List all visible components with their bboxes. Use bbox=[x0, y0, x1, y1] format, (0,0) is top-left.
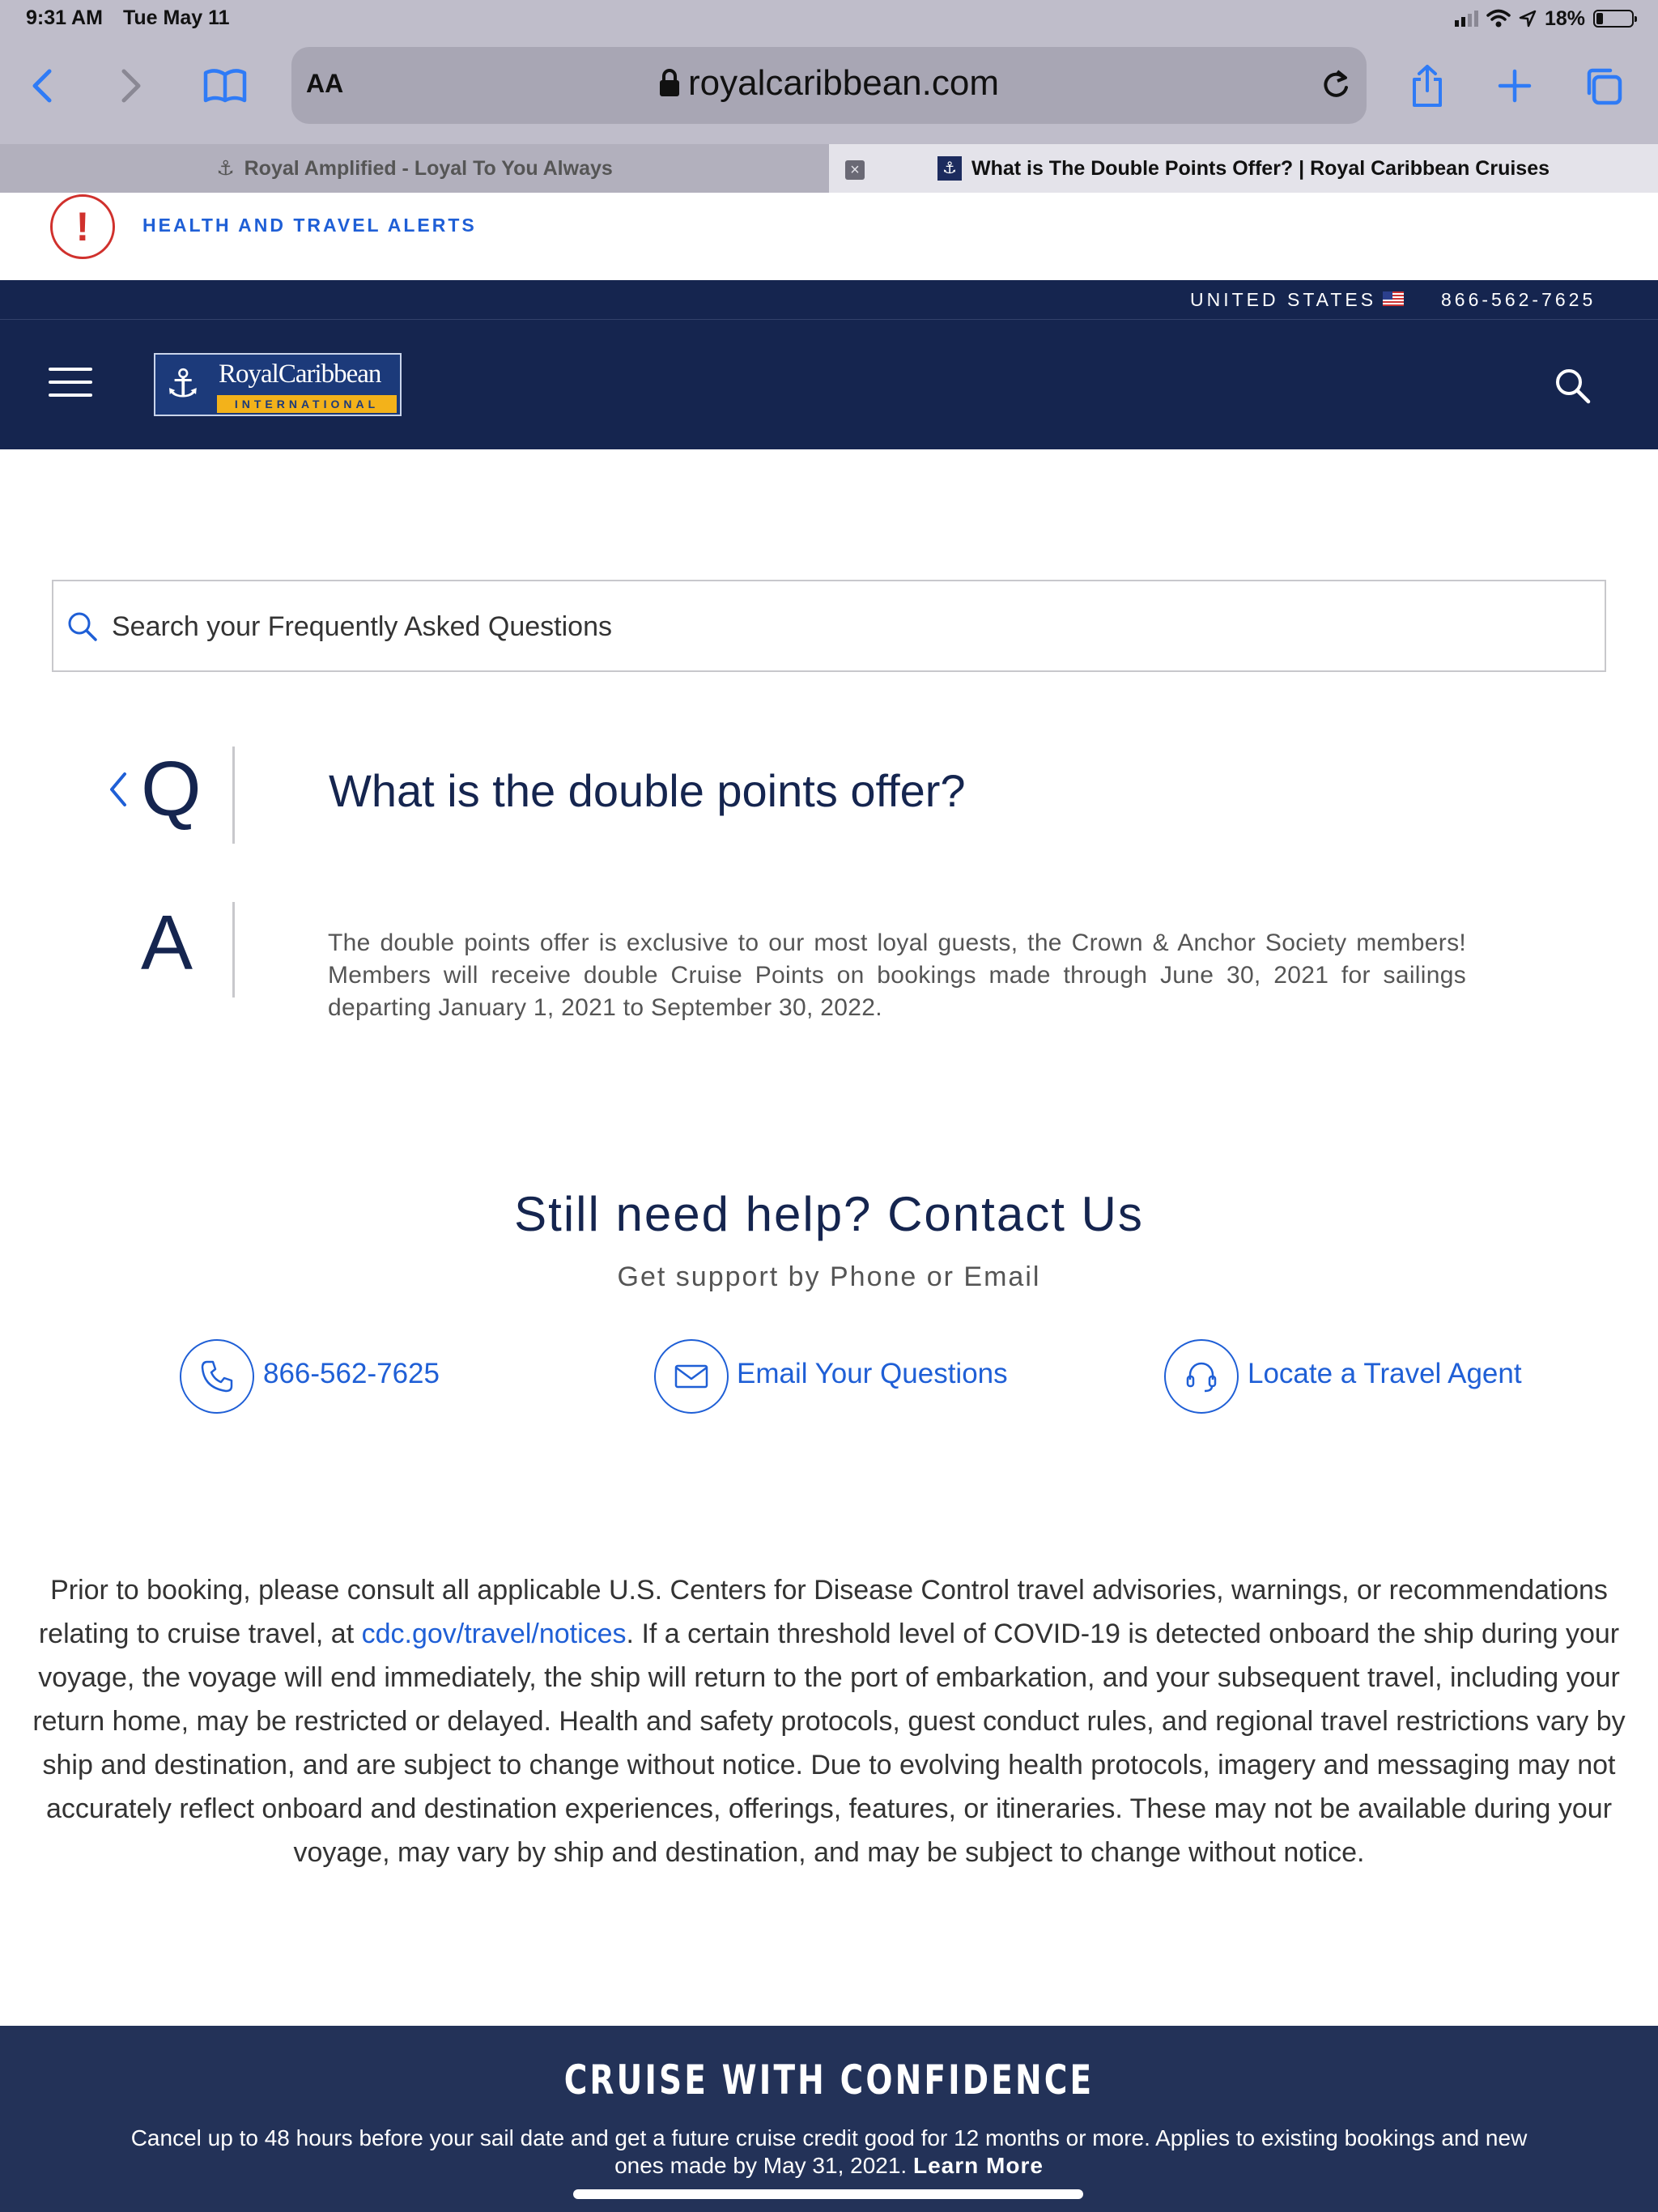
wifi-icon bbox=[1486, 9, 1511, 28]
utility-phone[interactable]: 866-562-7625 bbox=[1441, 289, 1596, 310]
phone-link[interactable]: 866-562-7625 bbox=[263, 1358, 440, 1389]
faq-answer: The double points offer is exclusive to our most loyal guests, the Crown & Anchor Society members! Members will receive double Cruise Points on bookings made through June 30, 2021 for sailings departing January 1, 2021 to September 30, 2022. bbox=[328, 929, 1466, 1021]
text-size-button[interactable]: AA bbox=[306, 69, 344, 98]
faq-search-box[interactable] bbox=[52, 580, 1606, 672]
home-indicator[interactable] bbox=[573, 2189, 1083, 2199]
travel-agent-button[interactable] bbox=[1164, 1339, 1239, 1414]
travel-agent-link[interactable]: Locate a Travel Agent bbox=[1248, 1358, 1522, 1389]
location-arrow-icon bbox=[1519, 10, 1537, 28]
royal-caribbean-logo[interactable] bbox=[154, 353, 402, 416]
disclaimer-text: Prior to booking, please consult all applicable U.S. Centers for Disease Control travel advisories, warnings, or recommendations relating to cruise travel, at bbox=[38, 1575, 1608, 1649]
menu-button[interactable] bbox=[49, 368, 92, 397]
tabs-icon bbox=[1583, 66, 1623, 106]
book-icon bbox=[202, 68, 248, 104]
phone-button[interactable] bbox=[180, 1339, 254, 1414]
site-search-button[interactable] bbox=[1553, 366, 1593, 406]
email-link[interactable]: Email Your Questions bbox=[737, 1358, 1008, 1389]
utility-bar bbox=[0, 280, 1658, 320]
search-icon bbox=[65, 609, 100, 644]
cdc-notices-link[interactable]: cdc.gov/travel/notices bbox=[361, 1619, 627, 1649]
crown-anchor-icon: ⚓ bbox=[165, 363, 201, 406]
logo-subtitle: INTERNATIONAL bbox=[217, 395, 397, 413]
chevron-left-icon bbox=[105, 769, 130, 810]
tab-double-points[interactable] bbox=[829, 144, 1658, 193]
email-button[interactable] bbox=[654, 1339, 729, 1414]
battery-icon bbox=[1593, 10, 1634, 28]
tab-title: Royal Amplified - Loyal To You Always bbox=[244, 156, 613, 180]
question-marker: Q bbox=[141, 746, 202, 832]
new-tab-button[interactable] bbox=[1492, 62, 1537, 110]
exclamation-icon: ! bbox=[50, 194, 115, 259]
lock-icon bbox=[659, 68, 680, 97]
health-travel-alerts-link[interactable]: HEALTH AND TRAVEL ALERTS bbox=[142, 215, 477, 236]
cruise-confidence-banner bbox=[0, 2026, 1658, 2212]
tabs-overview-button[interactable] bbox=[1580, 62, 1626, 110]
reload-button[interactable] bbox=[1320, 68, 1352, 104]
reload-icon bbox=[1320, 68, 1352, 100]
banner-title: CRUISE WITH CONFIDENCE bbox=[563, 2057, 1095, 2104]
disclaimer-text: . If a certain threshold level of COVID-19 is detected onboard the ship during your voyage, the voyage will end immediately, the ship will return to the port of embarkation, and your subsequent travel, including your return home, may be restricted or delayed. Health and safety protocols, guest conduct rules, and regional travel restrictions vary by ship and destination, and are subject to change without notice. Due to evolving health protocols, imagery and messaging may not accurately reflect onboard and destination experiences, offerings, features, or itineraries. These may not be available during your voyage, may vary by ship and destination, and may be subject to change without notice. bbox=[32, 1619, 1626, 1868]
country-selector[interactable]: UNITED STATES bbox=[1190, 289, 1377, 310]
banner-text bbox=[121, 2125, 1537, 2180]
alert-bar bbox=[0, 193, 1658, 280]
chevron-right-icon bbox=[119, 68, 143, 104]
tab-title: What is The Double Points Offer? | Royal Caribbean Cruises bbox=[971, 156, 1550, 180]
share-button[interactable] bbox=[1405, 62, 1450, 110]
status-indicators bbox=[1455, 5, 1634, 32]
chevron-left-icon bbox=[30, 68, 54, 104]
contact-title: Still need help? Contact Us bbox=[514, 1187, 1144, 1241]
close-icon: × bbox=[850, 161, 860, 179]
envelope-icon bbox=[674, 1363, 709, 1390]
share-icon bbox=[1409, 63, 1445, 108]
headset-icon bbox=[1184, 1359, 1219, 1394]
faq-search-input[interactable] bbox=[110, 598, 1587, 656]
forward-button[interactable] bbox=[108, 62, 154, 110]
address-bar[interactable] bbox=[291, 47, 1367, 124]
bookmarks-button[interactable] bbox=[202, 62, 248, 110]
close-tab-button[interactable] bbox=[845, 160, 865, 180]
url-text: royalcaribbean.com bbox=[688, 63, 999, 103]
rc-favicon-icon: ⚓ bbox=[937, 156, 962, 181]
back-button[interactable] bbox=[19, 62, 65, 110]
banner-body: Cancel up to 48 hours before your sail date and get a future cruise credit good for 12 months or more. Applies to existing bookings and new ones made by May 31, 2021. bbox=[130, 2125, 1528, 2178]
plus-icon bbox=[1497, 68, 1533, 104]
divider bbox=[232, 902, 235, 998]
battery-percent: 18% bbox=[1544, 6, 1585, 30]
phone-icon bbox=[199, 1359, 235, 1394]
back-link[interactable] bbox=[105, 769, 130, 810]
us-flag-icon[interactable] bbox=[1383, 291, 1404, 306]
logo-name: RoyalCaribbean bbox=[219, 359, 381, 389]
rc-crown-icon: ⚓ bbox=[216, 157, 235, 180]
search-icon bbox=[1553, 366, 1593, 406]
tab-royal-amplified[interactable] bbox=[0, 144, 829, 193]
faq-question: What is the double points offer? bbox=[329, 765, 966, 816]
answer-marker: A bbox=[141, 900, 193, 986]
divider bbox=[232, 747, 235, 844]
cellular-signal-icon bbox=[1455, 11, 1478, 27]
status-time: 9:31 AM bbox=[26, 6, 103, 29]
covid-disclaimer bbox=[32, 1568, 1626, 1874]
learn-more-link[interactable]: Learn More bbox=[912, 2153, 1044, 2178]
address-url bbox=[291, 63, 1367, 104]
contact-subtitle: Get support by Phone or Email bbox=[617, 1261, 1041, 1292]
status-date: Tue May 11 bbox=[123, 6, 230, 29]
